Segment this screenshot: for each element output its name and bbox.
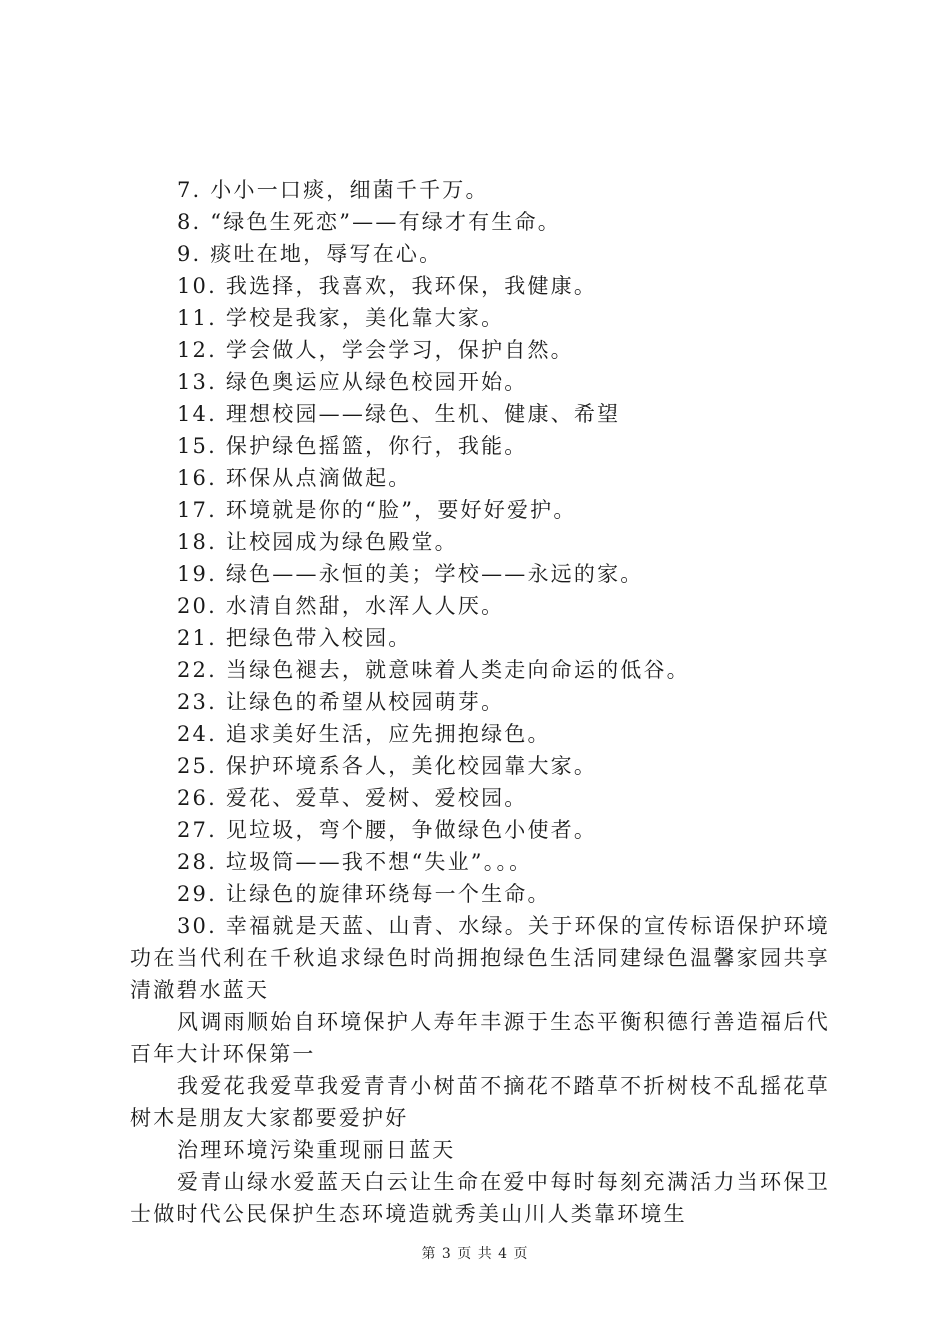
body-paragraph: 风调雨顺始自环境保护人寿年丰源于生态平衡积德行善造福后代百年大计环保第一 xyxy=(130,1010,830,1066)
slogan-item: 25. 保护环境系各人，美化校园靠大家。 xyxy=(177,754,598,778)
slogan-item: 8. “绿色生死恋”——有绿才有生命。 xyxy=(177,210,561,234)
slogan-item: 13. 绿色奥运应从绿色校园开始。 xyxy=(177,370,528,394)
slogan-item: 26. 爱花、爱草、爱树、爱校园。 xyxy=(177,786,528,810)
slogan-item: 23. 让绿色的希望从校园萌芽。 xyxy=(177,690,505,714)
body-paragraph: 我爱花我爱草我爱青青小树苗不摘花不踏草不折树枝不乱摇花草树木是朋友大家都要爱护好 xyxy=(130,1074,830,1130)
body-paragraph: 爱青山绿水爱蓝天白云让生命在爱中每时每刻充满活力当环保卫士做时代公民保护生态环境造就秀美山川人类靠环境生 xyxy=(130,1170,830,1226)
slogan-item: 19. 绿色——永恒的美；学校——永远的家。 xyxy=(177,562,644,586)
slogan-item: 28. 垃圾筒——我不想“失业”。。。 xyxy=(177,850,533,874)
slogan-item: 22. 当绿色褪去，就意味着人类走向命运的低谷。 xyxy=(177,658,690,682)
slogan-item: 11. 学校是我家，美化靠大家。 xyxy=(177,306,505,330)
slogan-item: 7. 小小一口痰，细菌千千万。 xyxy=(177,178,489,202)
slogan-item: 21. 把绿色带入校园。 xyxy=(177,626,412,650)
slogan-item: 29. 让绿色的旋律环绕每一个生命。 xyxy=(177,882,551,906)
slogan-item: 16. 环保从点滴做起。 xyxy=(177,466,412,490)
slogan-item: 17. 环境就是你的“脸”，要好好爱护。 xyxy=(177,498,577,522)
slogan-item: 12. 学会做人，学会学习，保护自然。 xyxy=(177,338,574,362)
slogan-item: 15. 保护绿色摇篮，你行，我能。 xyxy=(177,434,528,458)
document-body xyxy=(130,174,830,1230)
slogan-item: 10. 我选择，我喜欢，我环保，我健康。 xyxy=(177,274,598,298)
slogan-item: 14. 理想校园——绿色、生机、健康、希望 xyxy=(177,402,621,426)
page-number-footer: 第 3 页 共 4 页 xyxy=(421,1246,529,1262)
body-paragraph: 治理环境污染重现丽日蓝天 xyxy=(177,1138,456,1162)
slogan-item: 24. 追求美好生活，应先拥抱绿色。 xyxy=(177,722,551,746)
slogan-item: 9. 痰吐在地，辱写在心。 xyxy=(177,242,443,266)
slogan-item: 27. 见垃圾，弯个腰，争做绿色小使者。 xyxy=(177,818,598,842)
body-paragraph: 30. 幸福就是天蓝、山青、水绿。关于环保的宣传标语保护环境功在当代利在千秋追求绿色时尚拥抱绿色生活同建绿色温馨家园共享清澈碧水蓝天 xyxy=(130,914,830,1002)
slogan-item: 18. 让校园成为绿色殿堂。 xyxy=(177,530,458,554)
slogan-item: 20. 水清自然甜，水浑人人厌。 xyxy=(177,594,505,618)
